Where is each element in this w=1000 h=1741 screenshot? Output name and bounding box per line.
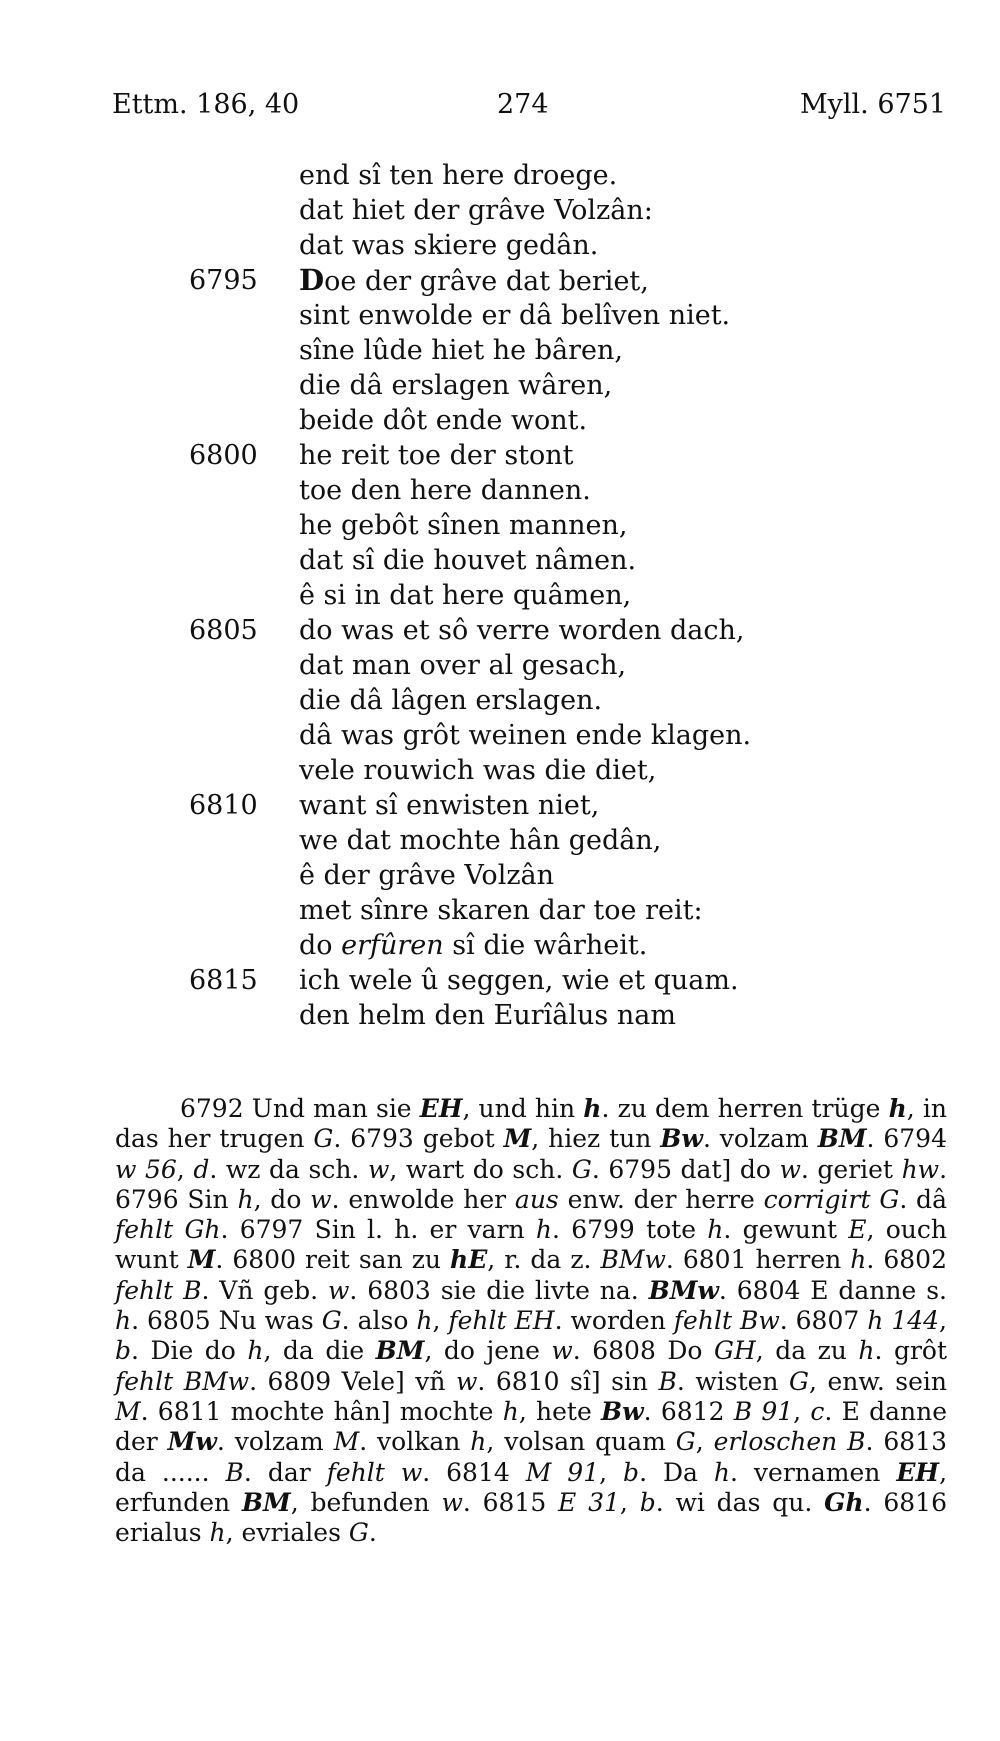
verse-fragment: sî die wârheit. [443,930,648,961]
apparatus-text: , [793,1396,811,1426]
verse-text-line: die dâ lâgen erslagen. [299,685,603,716]
apparatus-text: . grôt [874,1336,947,1366]
verse-text-line: sint enwolde er dâ belîven niet. [299,300,731,331]
apparatus-text: . zu dem herren trüge [601,1094,889,1123]
apparatus-text: . 6797 Sin l. h. er varn [220,1215,536,1245]
verse-fragment: do [299,930,342,961]
verse-line [0,753,1000,788]
siglum: w [367,1154,390,1184]
page-number: 274 [497,89,549,120]
apparatus-text: . 6812 [643,1396,734,1426]
apparatus-text: . 6804 E danne s. [718,1275,947,1305]
apparatus-text: . Da [639,1457,714,1487]
apparatus-text: . 6796 Sin [115,1154,948,1214]
apparatus-text: . 6813 da ...... [115,1427,947,1487]
apparatus-text: . enwolde her [331,1184,515,1214]
verse-text-line: dâ was grôt weinen ende klagen. [299,720,752,751]
verse-line [0,508,1000,543]
verse-line [0,963,1000,998]
siglum: h [535,1215,552,1245]
verse-number: 6810 [189,790,258,821]
siglum: h [470,1427,487,1457]
siglum: h [707,1215,724,1245]
apparatus-text: . 6807 [779,1306,868,1336]
verse-line [0,998,1000,1033]
siglum: Gh [824,1487,864,1517]
critical-apparatus [115,1094,947,1548]
siglum: w [456,1366,478,1396]
siglum: aus [514,1184,559,1214]
apparatus-text: . also [341,1306,417,1336]
apparatus-text: . wz da sch. [209,1154,368,1184]
verse-line [0,788,1000,823]
verse-line [0,158,1000,193]
apparatus-text: . 6801 herren [665,1245,851,1275]
verse-text-line: ê der grâve Volzân [299,860,555,891]
verse-text-line: sîne lûde hiet he bâren, [299,335,623,366]
apparatus-text: . 6814 [422,1457,526,1487]
apparatus-text: , do [253,1184,311,1214]
verse-number: 6805 [189,615,258,646]
apparatus-text: , [695,1427,714,1457]
siglum: G [348,1518,369,1548]
siglum: BM [375,1336,425,1366]
verse-line [0,438,1000,473]
siglum: fehlt EH [448,1306,555,1336]
verse-line [0,578,1000,613]
verse-text [0,158,1000,1033]
verse-text-line [299,263,649,299]
verse-line [0,193,1000,228]
siglum: w [551,1336,573,1366]
siglum: E 31 [558,1487,620,1517]
siglum: M [115,1396,141,1426]
apparatus-text: . E danne der [115,1396,947,1457]
apparatus-text: . volzam [702,1124,818,1154]
verse-line [0,718,1000,753]
apparatus-text: . wi das qu. [655,1487,825,1517]
siglum: w [310,1184,332,1214]
verse-text-line: do was et sô verre worden dach, [299,615,745,646]
emphasized-word: erfûren [341,930,444,961]
verse-line [0,543,1000,578]
verse-text-line: ich wele û seggen, wie et quam. [299,965,739,996]
verse-text-line [299,928,647,963]
apparatus-text: , [619,1487,640,1517]
verse-text-line: end sî ten here droege. [299,160,618,191]
apparatus-text: . 6800 reit san zu [215,1245,451,1275]
siglum: h [858,1336,875,1366]
verse-text-line: dat hiet der grâve Volzân: [299,195,653,226]
verse-text-rest: oe der grâve dat beriet, [324,266,649,297]
siglum: h [115,1306,132,1336]
apparatus-text: . dar [243,1457,327,1487]
verse-text-line: he gebôt sînen mannen, [299,510,628,541]
apparatus-text: , [176,1154,194,1184]
apparatus-text: , enw. sein [809,1366,947,1396]
apparatus-text: , und hin [462,1094,584,1123]
verse-text-line: met sînre skaren dar toe reit: [299,895,703,926]
apparatus-text: , [939,1306,947,1336]
apparatus-text: . dâ [899,1184,947,1214]
verse-line [0,263,1000,298]
apparatus-text: , da die [263,1336,376,1366]
apparatus-text: . 6793 gebot [333,1124,504,1154]
siglum: fehlt Gh [115,1215,221,1245]
apparatus-text: , [432,1306,449,1336]
verse-line [0,683,1000,718]
apparatus-text: , wart do sch. [389,1154,572,1184]
siglum: w [327,1275,350,1305]
apparatus-text: , do jene [424,1336,552,1366]
siglum: h [247,1336,264,1366]
siglum: M [187,1245,216,1275]
apparatus-text: , r. da z. [487,1245,601,1275]
siglum: b [639,1487,656,1517]
verse-text-line: beide dôt ende wont. [299,405,588,436]
verse-text-line: we dat mochte hân gedân, [299,825,662,856]
apparatus-text: . gewunt [723,1215,849,1245]
apparatus-text: . [368,1518,377,1548]
apparatus-text: , da zu [755,1336,859,1366]
apparatus-text: , evriales [225,1518,349,1548]
verse-line [0,858,1000,893]
siglum: b [623,1457,640,1487]
siglum: erloschen B [713,1427,866,1457]
apparatus-text: , befunden [290,1487,442,1517]
verse-text-line: die dâ erslagen wâren, [299,370,613,401]
verse-line [0,228,1000,263]
apparatus-text: 6792 Und man sie [180,1094,420,1123]
siglum: h [209,1518,226,1548]
verse-line [0,893,1000,928]
verse-line [0,648,1000,683]
siglum: B [658,1366,677,1396]
apparatus-text: . wisten [676,1366,790,1396]
siglum: BM [241,1487,291,1517]
apparatus-text: . worden [554,1306,674,1336]
siglum: h [416,1306,433,1336]
siglum: h [713,1457,731,1487]
verse-line [0,298,1000,333]
verse-line [0,473,1000,508]
siglum: h [888,1094,907,1123]
apparatus-text: , hiez tun [531,1124,661,1154]
apparatus-text: , volsan quam [486,1427,676,1457]
siglum: fehlt w [326,1457,423,1487]
apparatus-text: , hete [518,1396,601,1426]
verse-text-line: dat was skiere gedân. [299,230,599,261]
siglum: h [502,1396,519,1426]
verse-line [0,613,1000,648]
siglum: w [779,1154,801,1184]
apparatus-text: enw. der herre [558,1184,764,1214]
apparatus-text: . 6816 erialus [115,1487,947,1548]
verse-text-line: vele rouwich was die diet, [299,755,657,786]
apparatus-text: . 6808 Do [572,1336,714,1366]
siglum: E [848,1215,867,1245]
apparatus-text: . volkan [359,1427,471,1457]
apparatus-text: . geriet [800,1154,902,1184]
siglum: G [675,1427,696,1457]
apparatus-text: , [599,1457,624,1487]
verse-text-line: ê si in dat here quâmen, [299,580,632,611]
apparatus-text: . 6809 Vele] vñ [249,1366,457,1396]
siglum: Bw [601,1396,644,1426]
siglum: fehlt B [115,1275,202,1305]
apparatus-text: . 6810 sî] sin [477,1366,659,1396]
apparatus-text: . 6799 tote [552,1215,708,1245]
siglum: M [333,1427,360,1457]
siglum: EH [419,1094,463,1123]
siglum: Mw [167,1427,217,1457]
verse-line [0,368,1000,403]
siglum: c [810,1396,825,1426]
siglum: BM [817,1124,867,1154]
verse-number: 6815 [189,965,258,996]
apparatus-text: . vernamen [730,1457,897,1487]
siglum: GH [713,1336,756,1366]
siglum: h [583,1094,602,1123]
siglum: hE [450,1245,488,1275]
running-header-left: Ettm. 186, 40 [112,89,300,120]
apparatus-text: , in das her trugen [115,1094,947,1154]
siglum: B [225,1457,244,1487]
apparatus-text: , ouch wunt [115,1215,947,1275]
siglum: w 56 [115,1154,177,1184]
apparatus-text: . Vñ geb. [201,1275,328,1305]
siglum: BMw [600,1245,666,1275]
siglum: hw [901,1154,940,1184]
siglum: Bw [660,1124,703,1154]
apparatus-text: . 6815 [462,1487,559,1517]
running-header-right: Myll. 6751 [800,89,947,120]
verse-text-line: he reit toe der stont [299,440,574,471]
apparatus-text: . 6803 sie die livte na. [349,1275,649,1305]
siglum: h [237,1184,254,1214]
siglum: G [789,1366,810,1396]
siglum: h 144 [867,1306,940,1336]
verse-text-line: dat sî die houvet nâmen. [299,545,637,576]
apparatus-text: . 6794 [866,1124,947,1154]
verse-number: 6795 [189,265,258,296]
siglum: G [321,1306,342,1336]
verse-text-line: den helm den Eurîâlus nam [299,1000,676,1031]
siglum: fehlt BMw [115,1366,250,1396]
verse-text-line: toe den here dannen. [299,475,591,506]
siglum: M 91 [525,1457,600,1487]
siglum: w [441,1487,463,1517]
siglum: BMw [648,1275,719,1305]
siglum: EH [896,1457,940,1487]
apparatus-text: . 6802 [866,1245,947,1275]
siglum: M [503,1124,532,1154]
siglum: corrigirt G [763,1184,900,1214]
siglum: B 91 [733,1396,794,1426]
verse-line [0,928,1000,963]
apparatus-text: . 6811 mochte hân] mochte [140,1396,503,1426]
verse-number: 6800 [189,440,258,471]
apparatus-text: , erfunden [115,1457,948,1517]
siglum: G [313,1124,334,1154]
siglum: b [115,1336,132,1366]
siglum: d [193,1154,210,1184]
siglum: h [850,1245,867,1275]
verse-text-line: want sî enwisten niet, [299,790,600,821]
apparatus-text: . 6805 Nu was [131,1306,322,1336]
siglum: fehlt Bw [673,1306,780,1336]
apparatus-paragraph [115,1094,947,1548]
verse-text-line: dat man over al gesach, [299,650,627,681]
verse-line [0,333,1000,368]
apparatus-text: . volzam [216,1427,334,1457]
siglum: G [571,1154,592,1184]
apparatus-text: . Die do [131,1336,248,1366]
apparatus-text: . 6795 dat] do [591,1154,780,1184]
initial-letter: D [299,263,325,297]
verse-line [0,403,1000,438]
verse-line [0,823,1000,858]
